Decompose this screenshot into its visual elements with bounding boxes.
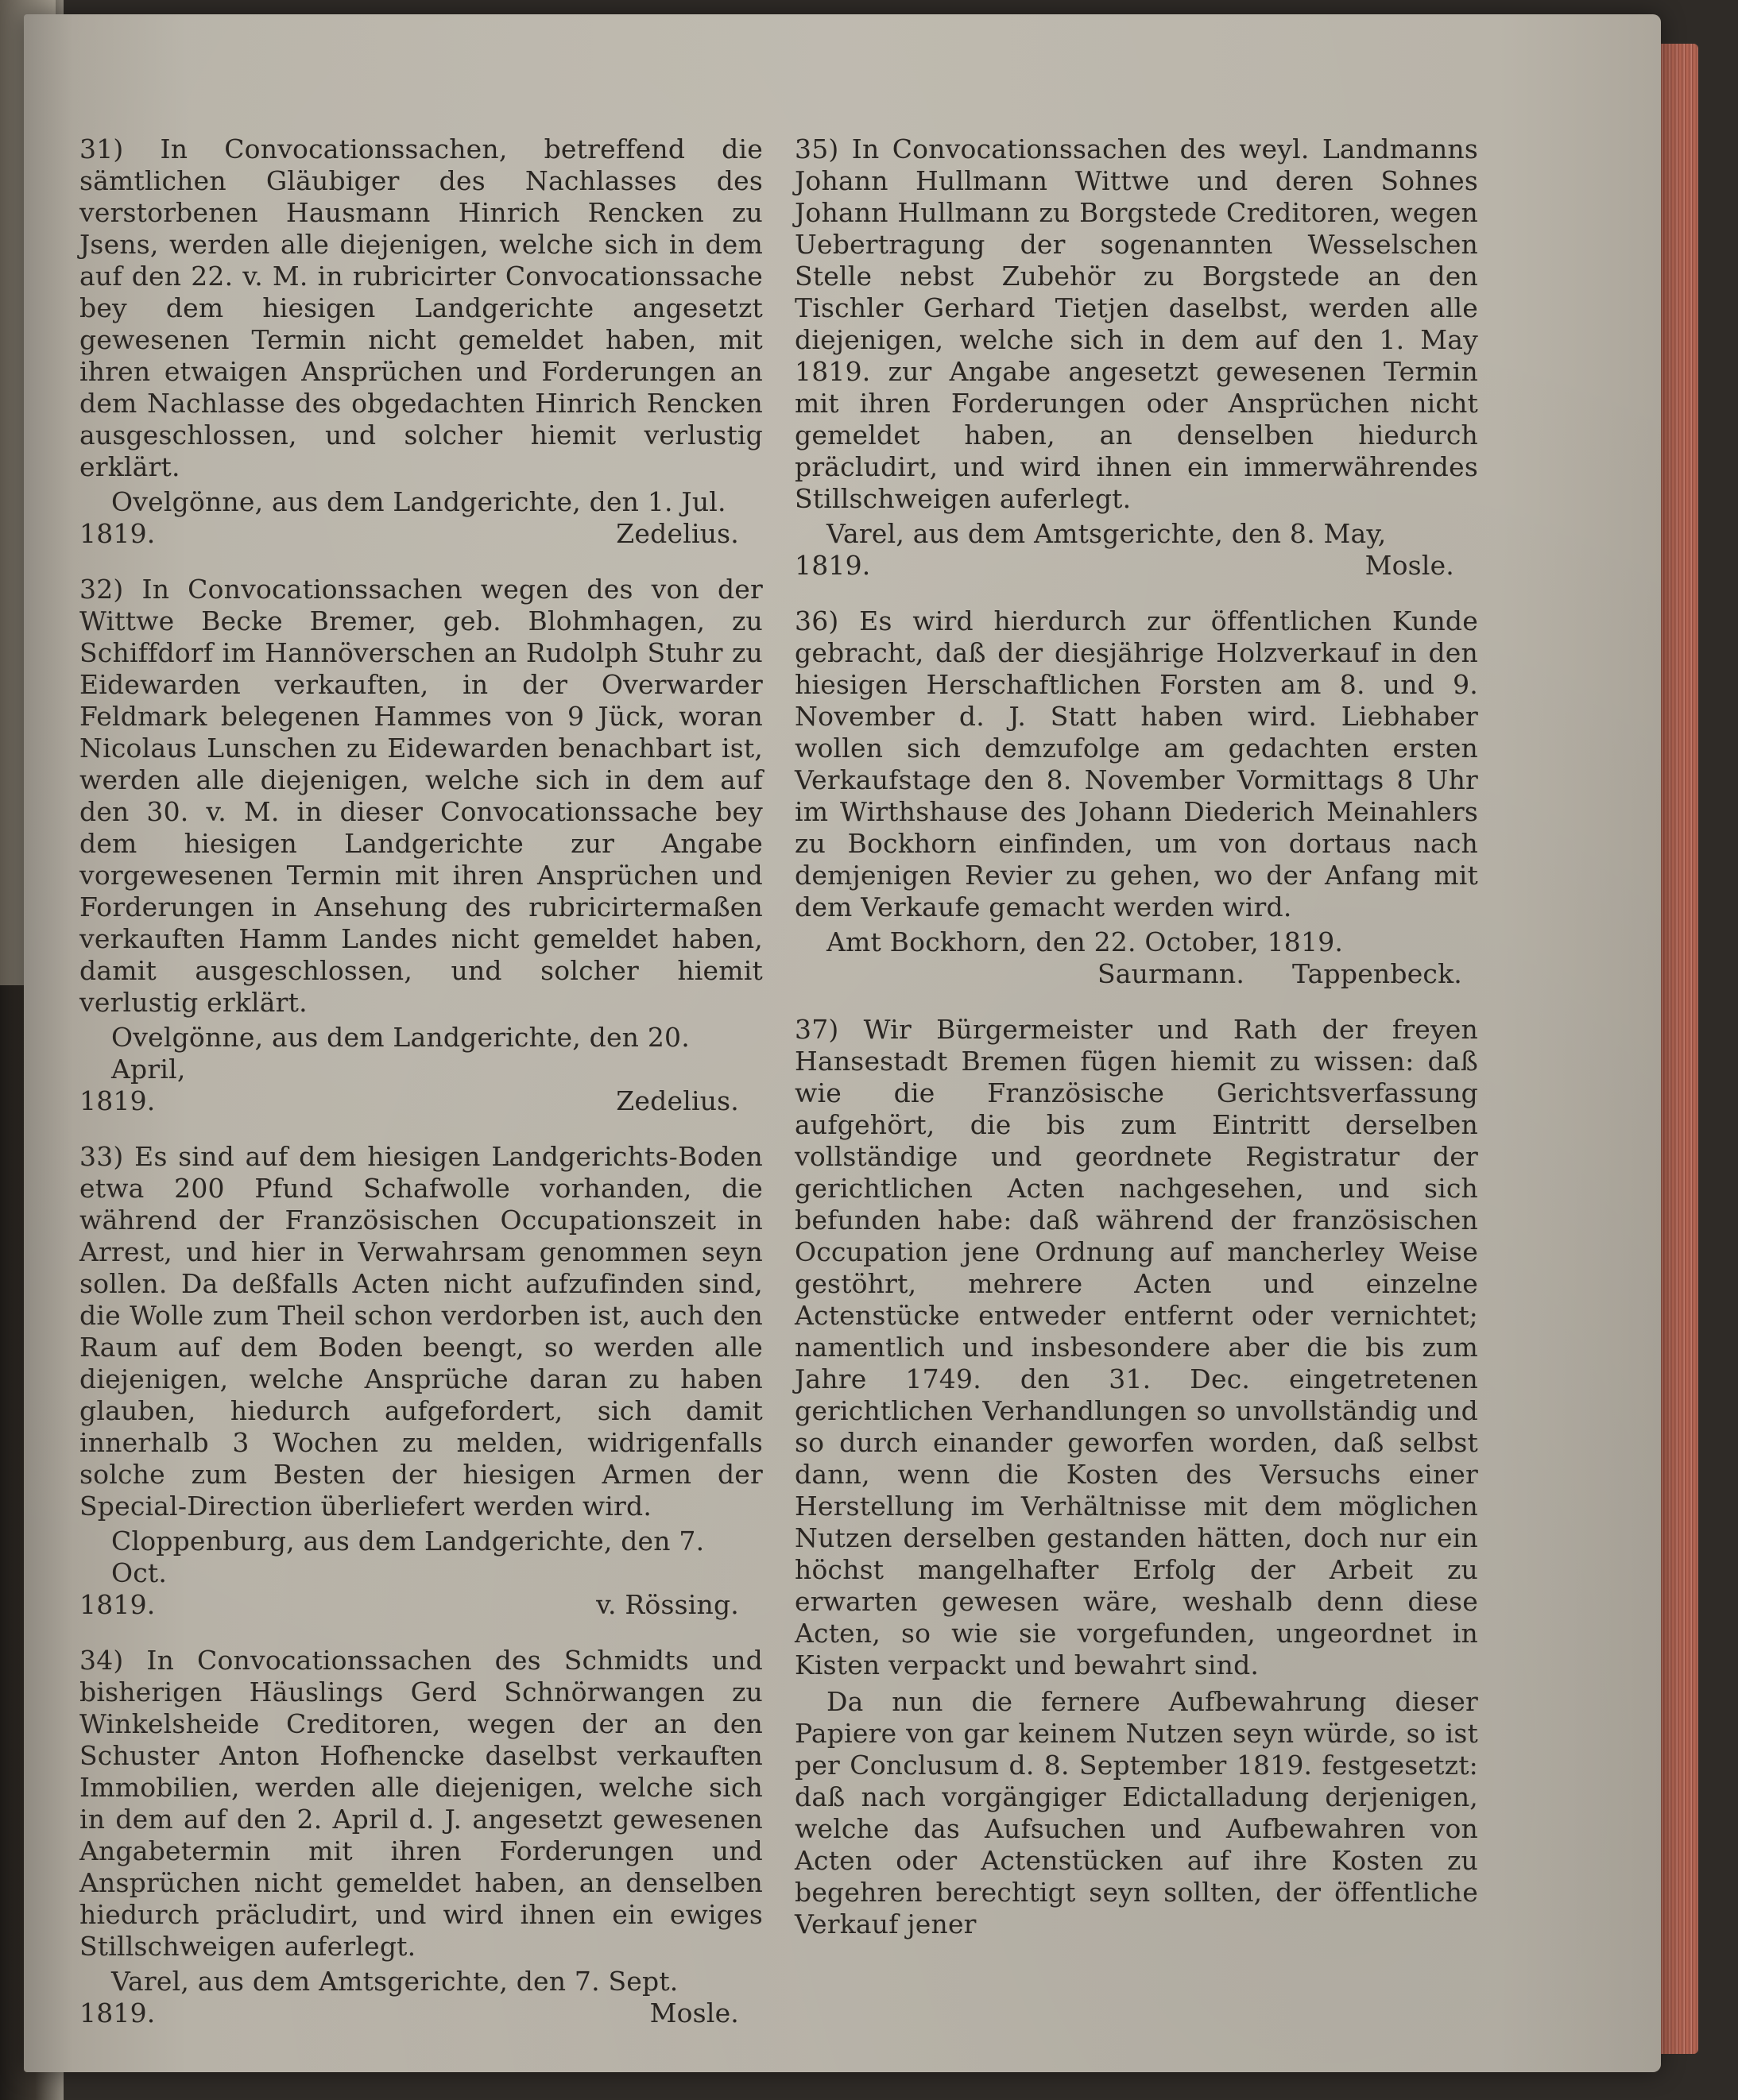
notice-33 [79, 1141, 763, 1621]
notice-37 [795, 1014, 1478, 1940]
notice-dateline: Ovelgönne, aus dem Landgerichte, den 1. Jul. [111, 486, 726, 517]
notice-signature-row [79, 1998, 763, 2029]
notice-year: 1819. [79, 1589, 156, 1620]
notice-31 [79, 133, 763, 550]
notice-36 [795, 605, 1478, 990]
left-column [79, 133, 763, 2053]
right-column [795, 133, 1478, 1964]
notice-signature-row [79, 1085, 763, 1117]
notice-year: 1819. [795, 550, 871, 581]
notice-body: 35) In Convocationssachen des weyl. Landmanns Johann Hullmann Wittwe und deren Sohnes Johann Hullmann zu Borgstede Creditoren, wegen Uebertragung der sogenannten Wesselschen Stelle nebst Zubehör zu Borgstede an den Tischler Gerhard Tietjen daselbst, werden alle diejenigen, welche sich in dem auf den 1. May 1819. zur Angabe angesetzt gewesenen Termin mit ihren Forderungen oder Ansprüchen nicht gemeldet haben, an denselben hiedurch präcludirt, und wird ihnen ein immerwährendes Stillschweigen auferlegt. [795, 133, 1478, 514]
notice-year: 1819. [79, 1085, 156, 1116]
notice-body: 34) In Convocationssachen des Schmidts und bisherigen Häuslings Gerd Schnörwangen zu Winkelsheide Creditoren, wegen der an den Schuster Anton Hofhencke daselbst verkauften Immobilien, werden alle diejenigen, welche sich in dem auf den 2. April d. J. angesetzt gewesenen Angabetermin mit ihren Forderungen und Ansprüchen nicht gemeldet haben, an denselben hiedurch präcludirt, und wird ihnen ein ewiges Stillschweigen auferlegt. [79, 1645, 763, 1962]
notice-body: 37) Wir Bürgermeister und Rath der freyen Hansestadt Bremen fügen hiemit zu wissen: daß wie die Französische Gerichtsverfassung aufgehört, die bis zum Eintritt derselben vollständige und geordnete Registratur der gerichtlichen Acten nachgesehen, und sich befunden habe: daß während der französischen Occupation jene Ordnung auf mancherley Weise gestöhrt, mehrere Acten und einzelne Actenstücke entweder entfernt oder vernichtet; namentlich und insbesondere aber die bis zum Jahre 1749. den 31. Dec. eingetretenen gerichtlichen Verhandlungen so unvollständig und so durch einander geworfen worden, daß selbst dann, wenn die Kosten des Versuchs einer Herstellung im Verhältnisse mit dem möglichen Nutzen derselben gestanden hätten, doch nur ein höchst mangelhafter Erfolg der Arbeit zu erwarten gewesen wäre, weshalb denn diese Acten, so wie sie vorgefunden, ungeordnet in Kisten verpackt und bewahrt sind. [795, 1014, 1478, 1680]
notice-signer: Zedelius. [616, 518, 739, 549]
notice-year: 1819. [79, 1998, 156, 2028]
notice-body: 32) In Convocationssachen wegen des von der Wittwe Becke Bremer, geb. Blohmhagen, zu Schiffdorf im Hannöverschen an Rudolph Stuhr zu Eidewarden verkauften, in der Overwarder Feldmark belegenen Hammes von 9 Jück, woran Nicolaus Lunschen zu Eidewarden benachbart ist, werden alle diejenigen, welche sich in dem auf den 30. v. M. in dieser Convocationssache bey dem hiesigen Landgerichte zur Angabe vorgewesenen Termin mit ihren Ansprüchen und Forderungen in Ansehung des rubricirtermaßen verkauften Hamm Landes nicht gemeldet haben, damit ausgeschlossen, und solcher hiemit verlustig erklärt. [79, 574, 763, 1018]
notice-signer-2: Tappenbeck. [1292, 958, 1462, 989]
notice-signer: Mosle. [1364, 550, 1454, 581]
notice-dateline: Varel, aus dem Amtsgerichte, den 7. Sept. [111, 1966, 679, 1997]
notice-signature-row [795, 550, 1478, 582]
notice-signer: v. Rössing. [596, 1589, 739, 1620]
notice-signer: Zedelius. [616, 1085, 739, 1116]
notice-32 [79, 574, 763, 1117]
notice-34 [79, 1645, 763, 2029]
notice-continuation: Da nun die fernere Aufbewahrung dieser Papiere von gar keinem Nutzen seyn würde, so ist per Conclusum d. 8. September 1819. festgesetzt: daß nach vorgängiger Edictalladung derjenigen, welche das Aufsuchen und Aufbewahren von Acten oder Actenstücken auf ihre Kosten zu begehren berechtigt seyn sollten, der öffentliche Verkauf jener [795, 1686, 1478, 1940]
notice-35 [795, 133, 1478, 582]
notice-signer: Mosle. [649, 1998, 739, 2028]
notice-year: 1819. [79, 518, 156, 549]
notice-body: 36) Es wird hierdurch zur öffentlichen Kunde gebracht, daß der diesjährige Holzverkauf in den hiesigen Herschaftlichen Forsten am 8. und 9. November d. J. Statt haben wird. Liebhaber wollen sich demzufolge am gedachten ersten Verkaufstage den 8. November Vormittags 8 Uhr im Wirthshause des Johann Diederich Meinahlers zu Bockhorn einfinden, um von dortaus nach demjenigen Revier zu gehen, wo der Anfang mit dem Verkaufe gemacht werden wird. [795, 605, 1478, 922]
notice-signer-1: Saurmann. [1097, 958, 1245, 989]
notice-body: 33) Es sind auf dem hiesigen Landgerichts-Boden etwa 200 Pfund Schafwolle vorhanden, die während der Französischen Occupationszeit in Arrest, und hier in Verwahrsam genommen seyn sollen. Da deßfalls Acten nicht aufzufinden sind, die Wolle zum Theil schon verdorben ist, auch den Raum auf dem Boden beengt, so werden alle diejenigen, welche Ansprüche daran zu haben glauben, hiedurch aufgefordert, sich damit innerhalb 3 Wochen zu melden, widrigenfalls solche zum Besten der hiesigen Armen der Special-Direction überliefert werden wird. [79, 1141, 763, 1522]
notice-signatures [795, 958, 1478, 990]
notice-dateline: Varel, aus dem Amtsgerichte, den 8. May, [826, 518, 1387, 549]
notice-signature-row [79, 1589, 763, 1621]
notice-body: 31) In Convocationssachen, betreffend die sämtlichen Gläubiger des Nachlasses des verstorbenen Hausmann Hinrich Rencken zu Jsens, werden alle diejenigen, welche sich in dem auf den 22. v. M. in rubricirter Convocationssache bey dem hiesigen Landgerichte angesetzt gewesenen Termin nicht gemeldet haben, mit ihren etwaigen Ansprüchen und Forderungen an dem Nachlasse des obgedachten Hinrich Rencken ausgeschlossen, und solcher hiemit verlustig erklärt. [79, 133, 763, 482]
book-page [24, 14, 1661, 2072]
notice-signature-row [79, 518, 763, 550]
notice-dateline: Ovelgönne, aus dem Landgerichte, den 20. April, [111, 1022, 690, 1085]
notice-dateline: Cloppenburg, aus dem Landgerichte, den 7. Oct. [111, 1526, 705, 1588]
notice-dateline: Amt Bockhorn, den 22. October, 1819. [826, 926, 1344, 957]
